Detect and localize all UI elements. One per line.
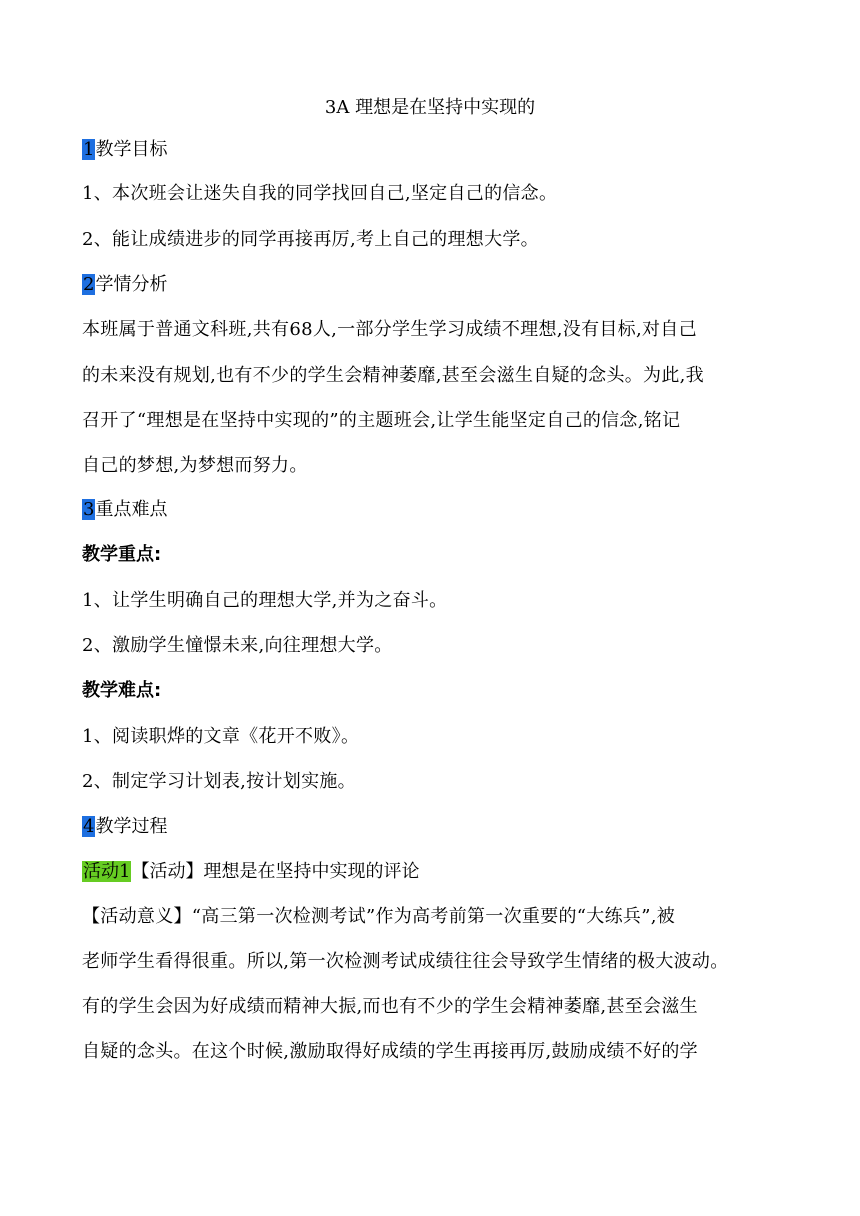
key-point-item: 2、激励学生憧憬未来,向往理想大学。	[82, 635, 393, 656]
activity-text-line: 老师学生看得很重。所以,第一次检测考试成绩往往会导致学生情绪的极大波动。	[82, 951, 729, 972]
analysis-line: 的未来没有规划,也有不少的学生会精神萎靡,甚至会滋生自疑的念头。为此,我	[82, 365, 704, 386]
difficulty-item: 2、制定学习计划表,按计划实施。	[82, 771, 356, 792]
analysis-line: 召开了“理想是在坚持中实现的”的主题班会,让学生能坚定自己的信念,铭记	[82, 410, 681, 431]
section-heading-text: 学情分析	[95, 274, 168, 295]
section-number: 3	[83, 499, 95, 520]
section-heading-goals	[82, 138, 167, 162]
activity-tag: 活动1	[83, 861, 131, 882]
activity-heading	[82, 860, 419, 884]
analysis-line: 本班属于普通文科班,共有68人,一部分学生学习成绩不理想,没有目标,对自己	[82, 319, 697, 340]
goal-item: 1、本次班会让迷失自我的同学找回自己,坚定自己的信念。	[82, 183, 558, 204]
section-number: 1	[83, 139, 95, 160]
activity-text-line: 【活动意义】“高三第一次检测考试”作为高考前第一次重要的“大练兵”,被	[82, 906, 676, 927]
section-heading-process	[82, 815, 167, 839]
analysis-line: 自己的梦想,为梦想而努力。	[82, 455, 308, 476]
difficulty-item: 1、阅读职烨的文章《花开不败》。	[82, 726, 360, 747]
section-heading-text: 重点难点	[95, 499, 168, 520]
section-heading-text: 教学过程	[95, 816, 168, 837]
activity-text-line: 有的学生会因为好成绩而精神大振,而也有不少的学生会精神萎靡,甚至会滋生	[82, 996, 698, 1017]
key-point-item: 1、让学生明确自己的理想大学,并为之奋斗。	[82, 590, 448, 611]
section-number: 2	[83, 274, 95, 295]
page-title: 3A 理想是在坚持中实现的	[324, 97, 536, 118]
activity-title: 【活动】理想是在坚持中实现的评论	[131, 861, 420, 882]
activity-text-line: 自疑的念头。在这个时候,激励取得好成绩的学生再接再厉,鼓励成绩不好的学	[82, 1041, 698, 1062]
goal-item: 2、能让成绩进步的同学再接再厉,考上自己的理想大学。	[82, 229, 539, 250]
section-heading-key-points	[82, 498, 167, 522]
difficulties-label: 教学难点:	[82, 680, 162, 701]
section-heading-analysis	[82, 273, 167, 297]
section-number: 4	[83, 816, 95, 837]
section-heading-text: 教学目标	[95, 139, 168, 160]
key-points-label: 教学重点:	[82, 544, 162, 565]
